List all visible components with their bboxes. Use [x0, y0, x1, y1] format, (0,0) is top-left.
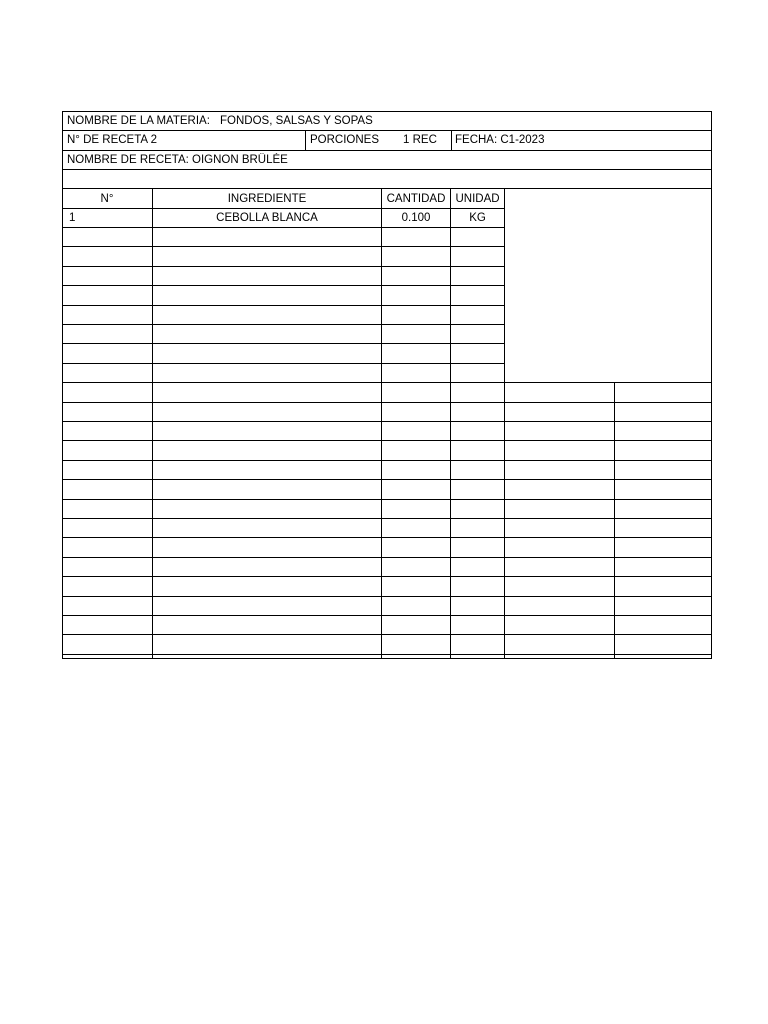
date-field: FECHA: C1-2023 [455, 134, 545, 146]
grid-line [62, 557, 712, 558]
grid-line [62, 227, 505, 228]
recipe-sheet [62, 111, 712, 659]
row-quantity: 0.100 [401, 212, 431, 224]
materia-value: FONDOS, SALSAS Y SOPAS [220, 115, 373, 127]
grid-line [62, 596, 712, 597]
row-number: 1 [69, 212, 76, 224]
grid-line [62, 285, 505, 286]
materia-label: NOMBRE DE LA MATERIA: [67, 115, 210, 127]
grid-line [62, 615, 712, 616]
grid-line [451, 130, 452, 150]
grid-line [62, 111, 712, 112]
grid-line [62, 402, 712, 403]
grid-line [62, 208, 505, 209]
grid-line [450, 188, 451, 659]
grid-line [62, 150, 712, 151]
grid-line [62, 440, 712, 441]
grid-line [62, 421, 712, 422]
grid-line [62, 246, 505, 247]
column-header-unit: UNIDAD [455, 193, 500, 205]
grid-line [62, 460, 712, 461]
grid-line [62, 169, 712, 170]
recipe-name-label: NOMBRE DE RECETA: [67, 154, 189, 166]
grid-line [62, 537, 712, 538]
grid-line [62, 479, 712, 480]
grid-line [62, 324, 505, 325]
column-header-ingredient: INGREDIENTE [227, 193, 307, 205]
grid-line [62, 130, 712, 131]
recipe-name-value: OIGNON BRÛLÉE [192, 154, 288, 166]
grid-line [62, 499, 712, 500]
grid-line [62, 518, 712, 519]
column-header-number: N° [100, 193, 114, 205]
grid-line [381, 188, 382, 659]
grid-line [62, 305, 505, 306]
row-unit: KG [469, 212, 486, 224]
grid-line [62, 634, 712, 635]
column-header-quantity: CANTIDAD [386, 193, 446, 205]
grid-line [62, 343, 505, 344]
grid-line [614, 382, 615, 659]
grid-line [62, 266, 505, 267]
portions-label: PORCIONES [310, 134, 380, 146]
grid-line [62, 188, 712, 189]
grid-line [305, 130, 306, 150]
grid-line [152, 188, 153, 659]
row-ingredient: CEBOLLA BLANCA [216, 212, 318, 224]
grid-line [62, 654, 712, 655]
grid-line [62, 576, 712, 577]
grid-line [62, 363, 505, 364]
grid-line [504, 188, 505, 659]
portions-value: 1 REC [403, 134, 437, 146]
grid-line [62, 382, 712, 383]
recipe-number: N° DE RECETA 2 [67, 134, 158, 146]
